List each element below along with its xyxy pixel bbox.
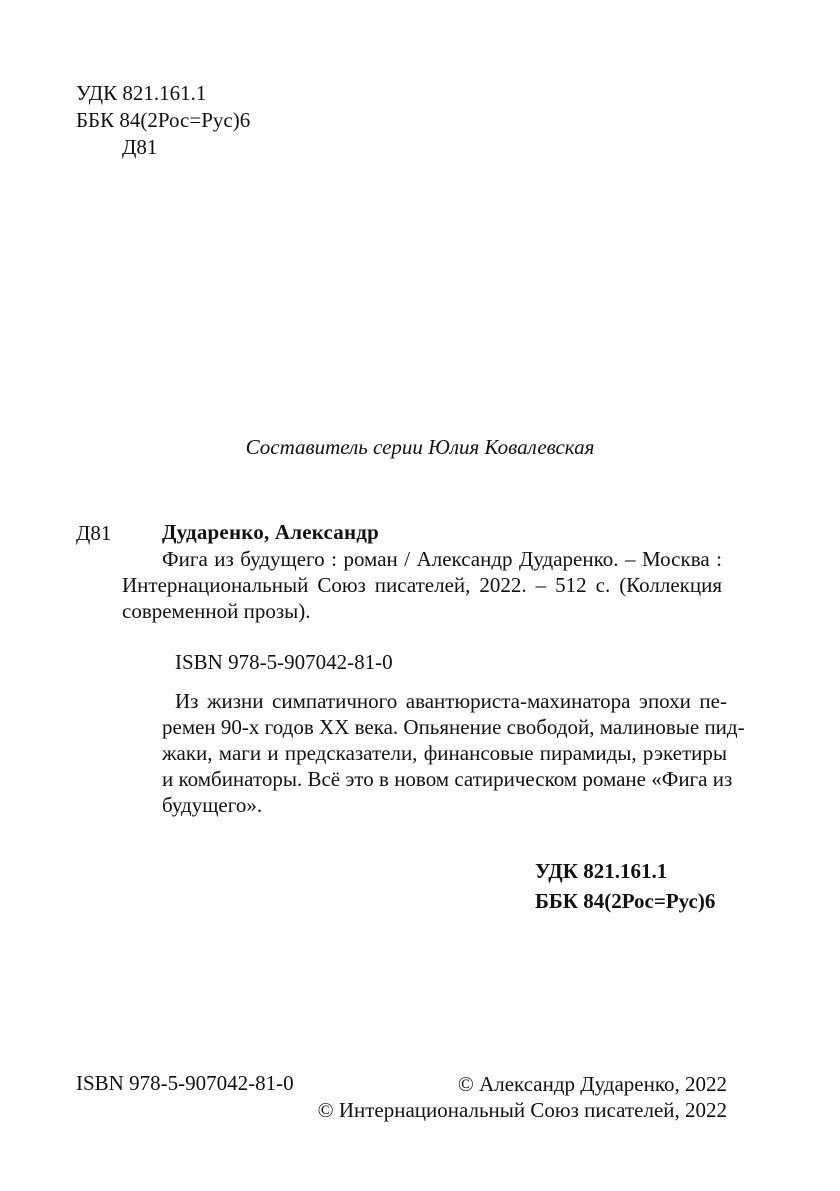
catalog-isbn: ISBN 978-5-907042-81-0 [175,650,393,674]
annotation [162,688,745,818]
description-line: современной прозы). [122,599,311,623]
annotation-line: и комбинаторы. Всё это в новом сатирическом романе «Фига из [162,767,733,791]
catalog-author-name: Дударенко, Александр [162,520,379,544]
bbk-code: ББК 84(2Рос=Рус)6 [76,108,251,132]
bbk-code-bold: ББК 84(2Рос=Рус)6 [535,889,716,913]
author-mark: Д81 [122,135,158,159]
udk-code-bold: УДК 821.161.1 [535,859,668,883]
copyright-block [318,1071,727,1123]
udk-code: УДК 821.161.1 [76,81,207,105]
catalog-author-mark: Д81 [76,521,112,545]
annotation-line: Из жизни симпатичного авантюриста-махинатора эпохи пе- [175,689,727,713]
footer-isbn: ISBN 978-5-907042-81-0 [76,1071,294,1095]
bottom-classification-codes [535,856,715,916]
description-line: Интернациональный Союз писателей, 2022. – 512 с. (Коллекция [122,573,722,597]
description-line: Фига из будущего : роман / Александр Дударенко. – Москва : [162,547,722,571]
copyright-author: © Александр Дударенко, 2022 [457,1072,727,1096]
bibliographic-description [122,546,722,624]
annotation-line: ремен 90-х годов XX века. Опьянение свободой, малиновые пид- [162,715,745,739]
annotation-line: жаки, маги и предсказатели, финансовые пирамиды, рэкетиры [162,741,727,765]
annotation-line: будущего». [162,793,263,817]
series-compiler-line: Составитель серии Юлия Ковалевская [245,435,595,459]
copyright-publisher: © Интернациональный Союз писателей, 2022 [317,1098,727,1122]
top-classification-codes [76,80,250,161]
